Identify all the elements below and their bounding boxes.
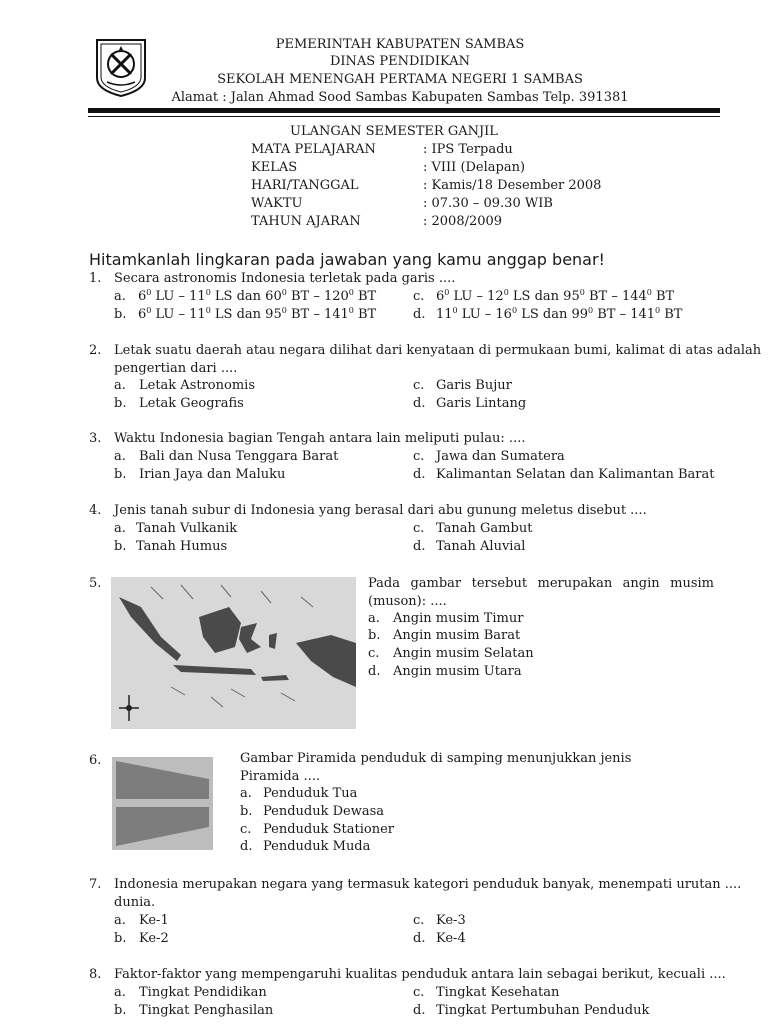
- option-letter: d.: [413, 539, 426, 554]
- option-letter: a.: [114, 521, 126, 536]
- option-letter: d.: [413, 931, 426, 946]
- question-number: 7.: [89, 877, 102, 892]
- option-letter: c.: [368, 646, 380, 661]
- instruction-heading: Hitamkanlah lingkaran pada jawaban yang kamu anggap benar!: [89, 250, 605, 269]
- option-c[interactable]: Garis Bujur: [436, 378, 512, 393]
- question-text: Secara astronomis Indonesia terletak pada garis ....: [114, 271, 456, 286]
- meta-row: HARI/TANGGAL : Kamis/18 Desember 2008: [251, 178, 602, 193]
- header-divider-thin: [88, 116, 720, 117]
- option-c[interactable]: Tingkat Kesehatan: [436, 985, 560, 1000]
- question-text: Waktu Indonesia bagian Tengah antara lain meliputi pulau: ....: [114, 431, 526, 446]
- option-letter: a.: [114, 378, 126, 393]
- option-a[interactable]: Bali dan Nusa Tenggara Barat: [139, 449, 339, 464]
- option-a[interactable]: Penduduk Tua: [263, 786, 358, 801]
- option-letter: a.: [114, 913, 126, 928]
- option-letter: d.: [240, 839, 253, 854]
- government-name: PEMERINTAH KABUPATEN SAMBAS: [275, 37, 525, 52]
- school-crest-logo: [93, 36, 149, 98]
- option-b[interactable]: $6^0$ LU – $11^0$ LS dan $95^0$ BT – $141^0$ BT: [138, 306, 377, 322]
- option-letter: a.: [240, 786, 252, 801]
- option-b[interactable]: Ke-2: [139, 931, 169, 946]
- option-letter: d.: [368, 664, 381, 679]
- option-letter: c.: [413, 289, 425, 304]
- option-b[interactable]: Penduduk Dewasa: [263, 804, 385, 819]
- option-a[interactable]: Tanah Vulkanik: [136, 521, 238, 536]
- option-letter: c.: [413, 913, 425, 928]
- option-b[interactable]: Angin musim Barat: [393, 628, 521, 643]
- question-text-cont: pengertian dari ....: [114, 361, 238, 376]
- option-a[interactable]: Angin musim Timur: [393, 611, 524, 626]
- option-d[interactable]: Ke-4: [436, 931, 466, 946]
- option-a[interactable]: Tingkat Pendidikan: [139, 985, 267, 1000]
- question-number: 1.: [89, 271, 102, 286]
- option-a[interactable]: $6^0$ LU – $11^0$ LS dan $60^0$ BT – $120^0$ BT: [138, 288, 377, 304]
- option-a[interactable]: Ke-1: [139, 913, 169, 928]
- exam-title: ULANGAN SEMESTER GANJIL: [290, 124, 498, 139]
- option-c[interactable]: Jawa dan Sumatera: [436, 449, 565, 464]
- option-letter: c.: [413, 521, 425, 536]
- school-address: Alamat : Jalan Ahmad Sood Sambas Kabupaten Sambas Telp. 391381: [171, 90, 629, 105]
- question-number: 3.: [89, 431, 102, 446]
- option-c[interactable]: Penduduk Stationer: [263, 822, 394, 837]
- option-c[interactable]: Ke-3: [436, 913, 466, 928]
- question-text: Gambar Piramida penduduk di samping menunjukkan jenis: [240, 751, 632, 766]
- question-number: 4.: [89, 503, 102, 518]
- question-text: Pada gambar tersebut merupakan angin musim: [368, 576, 714, 591]
- option-letter: d.: [413, 307, 426, 322]
- option-d[interactable]: Kalimantan Selatan dan Kalimantan Barat: [436, 467, 715, 482]
- question-number: 5.: [89, 576, 102, 591]
- option-letter: a.: [114, 289, 126, 304]
- meta-row: MATA PELAJARAN : IPS Terpadu: [251, 142, 513, 157]
- monsoon-map-image: [111, 577, 356, 729]
- option-d[interactable]: Garis Lintang: [436, 396, 527, 411]
- option-letter: b.: [114, 539, 127, 554]
- question-text-cont: Piramida ....: [240, 769, 321, 784]
- option-d[interactable]: Tingkat Pertumbuhan Penduduk: [436, 1003, 650, 1018]
- option-b[interactable]: Letak Geografis: [139, 396, 244, 411]
- question-text-cont: dunia.: [114, 895, 156, 910]
- option-a[interactable]: Letak Astronomis: [139, 378, 255, 393]
- option-d[interactable]: Tanah Aluvial: [436, 539, 526, 554]
- question-number: 6.: [89, 753, 102, 768]
- option-letter: a.: [114, 449, 126, 464]
- question-text: Jenis tanah subur di Indonesia yang berasal dari abu gunung meletus disebut ....: [114, 503, 647, 518]
- option-letter: c.: [240, 822, 252, 837]
- meta-row: WAKTU : 07.30 – 09.30 WIB: [251, 196, 553, 211]
- option-letter: a.: [114, 985, 126, 1000]
- option-b[interactable]: Irian Jaya dan Maluku: [139, 467, 286, 482]
- option-letter: d.: [413, 1003, 426, 1018]
- option-letter: c.: [413, 985, 425, 1000]
- meta-row: TAHUN AJARAN : 2008/2009: [251, 214, 503, 229]
- meta-row: KELAS : VIII (Delapan): [251, 160, 526, 175]
- question-text: Faktor-faktor yang mempengaruhi kualitas penduduk antara lain sebagai berikut, kecuali ....: [114, 967, 726, 982]
- option-letter: b.: [114, 396, 127, 411]
- option-letter: b.: [114, 467, 127, 482]
- question-text: Letak suatu daerah atau negara dilihat dari kenyataan di permukaan bumi, kalimat di atas adalah: [114, 343, 762, 358]
- option-d[interactable]: Penduduk Muda: [263, 839, 371, 854]
- option-d[interactable]: Angin musim Utara: [393, 664, 522, 679]
- option-b[interactable]: Tanah Humus: [136, 539, 228, 554]
- header-divider-thick: [88, 108, 720, 113]
- option-letter: d.: [413, 467, 426, 482]
- option-letter: b.: [114, 307, 127, 322]
- school-name: SEKOLAH MENENGAH PERTAMA NEGERI 1 SAMBAS: [217, 72, 583, 87]
- question-number: 2.: [89, 343, 102, 358]
- department-name: DINAS PENDIDIKAN: [329, 54, 471, 69]
- option-letter: b.: [240, 804, 253, 819]
- option-c[interactable]: $6^0$ LU – $12^0$ LS dan $95^0$ BT – $144^0$ BT: [436, 288, 675, 304]
- option-b[interactable]: Tingkat Penghasilan: [139, 1003, 274, 1018]
- question-text-cont: (muson): ....: [368, 594, 447, 609]
- option-letter: a.: [368, 611, 380, 626]
- option-letter: b.: [114, 931, 127, 946]
- option-letter: c.: [413, 378, 425, 393]
- population-pyramid-image: [112, 757, 213, 850]
- question-number: 8.: [89, 967, 102, 982]
- option-letter: d.: [413, 396, 426, 411]
- option-letter: b.: [114, 1003, 127, 1018]
- option-c[interactable]: Tanah Gambut: [436, 521, 533, 536]
- option-d[interactable]: $11^0$ LU – $16^0$ LS dan $99^0$ BT – $141^0$ BT: [436, 306, 683, 322]
- option-c[interactable]: Angin musim Selatan: [393, 646, 534, 661]
- question-text: Indonesia merupakan negara yang termasuk kategori penduduk banyak, menempati urutan ....: [114, 877, 742, 892]
- option-letter: c.: [413, 449, 425, 464]
- option-letter: b.: [368, 628, 381, 643]
